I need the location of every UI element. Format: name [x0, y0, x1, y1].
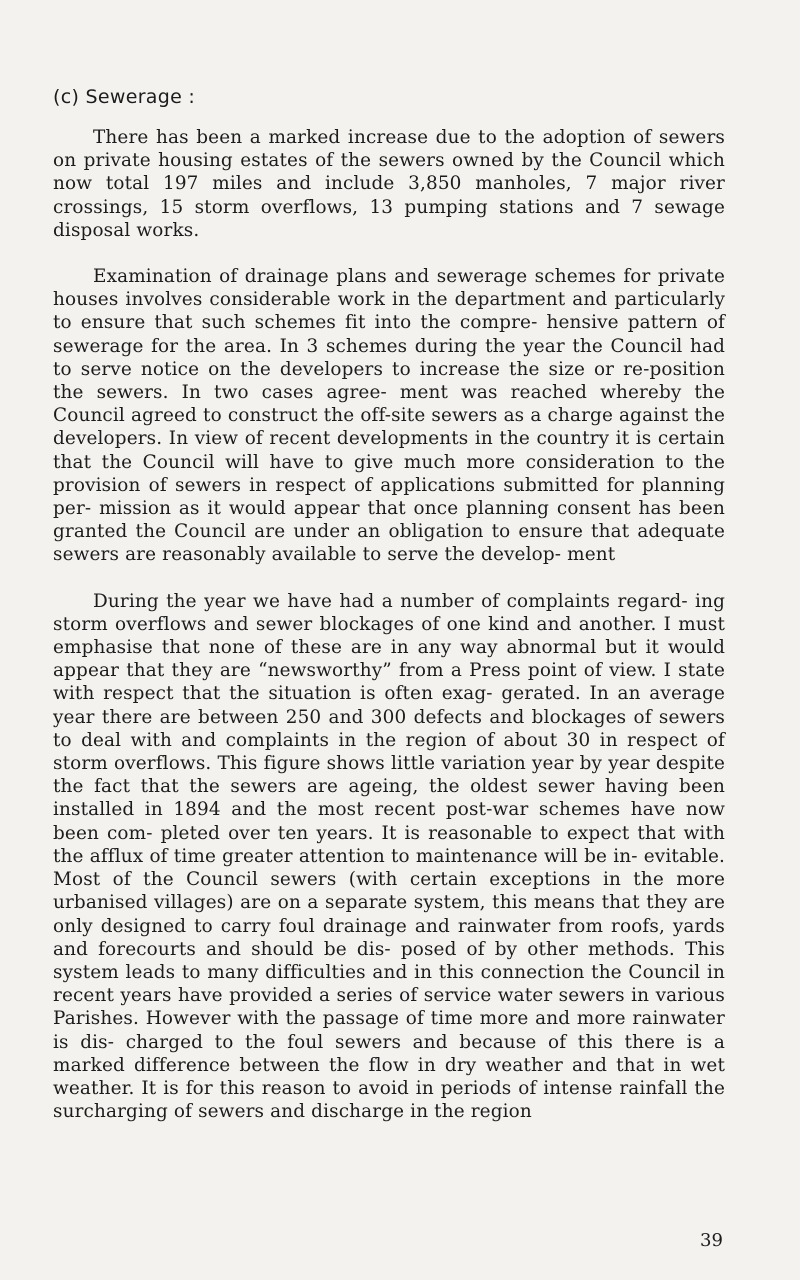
paragraph-drainage-plans: Examination of drainage plans and sewerage schemes for private houses involves considerable work in the department and particularly to ensure that such schemes fit into the compre- hensive pattern of sewerage for the area. In 3 schemes during the year the Council had to serve notice on the developers to increase the size or re-position the sewers. In two cases agree- ment was reached whereby the Council agreed to construct the off-site sewers as a charge against the developers. In view of recent developments in the country it is certain that the Council will have to give much more consideration to the provision of sewers in respect of applications submitted for planning per- mission as it would appear that once planning consent has been granted the Council are under an obligation to ensure that adequate sewers are reasonably available to serve the develop- ment [53, 266, 725, 566]
paragraph-sewer-totals: There has been a marked increase due to the adoption of sewers on private housing estates of the sewers owned by the Council which now total 197 miles and include 3,850 manholes, 7 major river crossings, 15 storm overflows, 13 pumping stations and 7 sewage disposal works. [53, 127, 725, 241]
paragraph-complaints: During the year we have had a number of complaints regard- ing storm overflows and sewer blockages of one kind and another. I must emphasise that none of these are in any way abnormal but it would appear that they are “newsworthy” from a Press point of view. I state with respect that the situation is often exag- gerated. In an average year there are between 250 and 300 defects and blockages of sewers to deal with and complaints in the region of about 30 in respect of storm overflows. This figure shows little variation year by year despite the fact that the sewers are ageing, the oldest sewer having been installed in 1894 and the most recent post-war schemes have now been com- pleted over ten years. It is reasonable to expect that with the afflux of time greater attention to maintenance will be in- evitable. Most of the Council sewers (with certain exceptions in the more urbanised villages) are on a separate system, this means that they are only designed to carry foul drainage and rainwater from roofs, yards and forecourts and should be dis- posed of by other methods. This system leads to many difficulties and in this connection the Council in recent years have provided a series of service water sewers in various Parishes. However with the passage of time more and more rainwater is dis- charged to the foul sewers and because of this there is a marked difference between the flow in dry weather and that in wet weather. It is for this reason to avoid in periods of intense rainfall the surcharging of sewers and discharge in the region [53, 590, 725, 1123]
page-number: 39 [700, 1230, 723, 1251]
body-text [53, 126, 725, 1146]
section-heading: (c) Sewerage : [53, 86, 196, 108]
